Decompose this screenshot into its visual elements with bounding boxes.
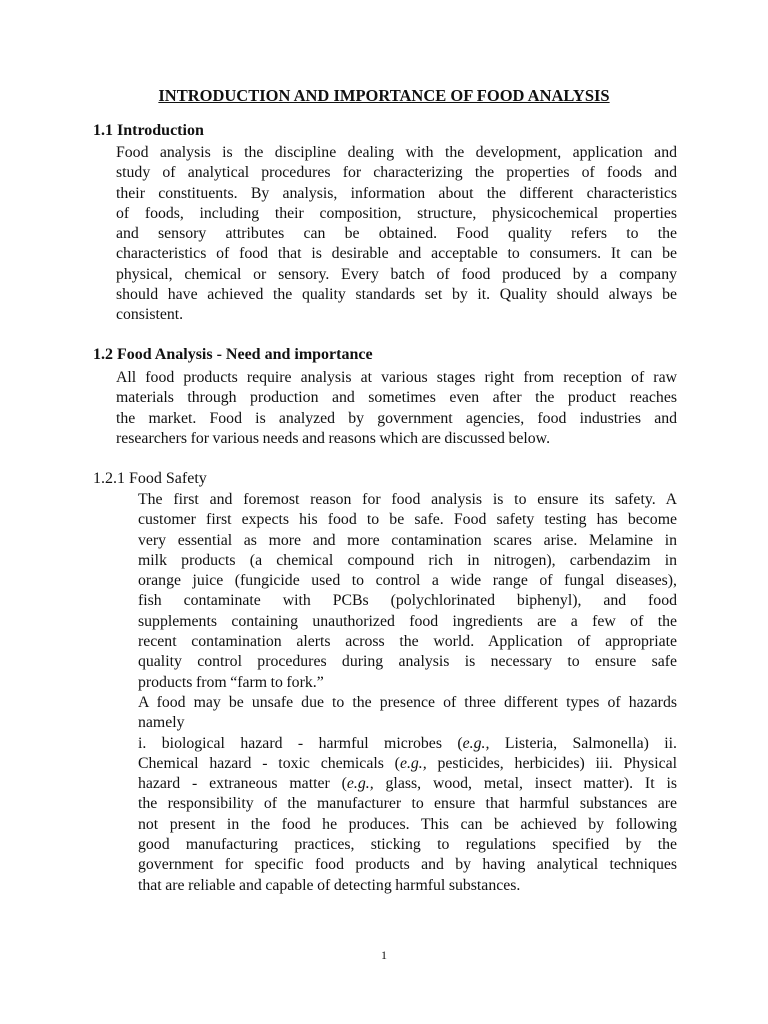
text-line: the market. Food is analyzed by government agencies, food industries and <box>116 409 677 427</box>
text-line: good manufacturing practices, sticking to regulations specified by the <box>138 836 677 854</box>
text-line: products from “farm to fork.” <box>138 673 324 691</box>
italic-eg: e.g., <box>462 734 490 752</box>
text-line: The first and foremost reason for food analysis is to ensure its safety. A <box>138 491 677 508</box>
hazard-line <box>138 754 677 774</box>
text-line: All food products require analysis at various stages right from reception of raw <box>116 369 677 386</box>
text-run: Chemical hazard - toxic chemicals ( <box>138 754 400 772</box>
text-run: hazard - extraneous matter ( <box>138 775 347 793</box>
text-line: should have achieved the quality standards set by it. Quality should always be <box>116 286 677 304</box>
text-line: recent contamination alerts across the world. Application of appropriate <box>138 633 677 651</box>
text-line: study of analytical procedures for characterizing the properties of foods and <box>116 164 677 182</box>
document-title: INTRODUCTION AND IMPORTANCE OF FOOD ANALYSIS <box>158 86 610 105</box>
text-run: Listeria, Salmonella) ii. <box>489 734 678 752</box>
text-line: A food may be unsafe due to the presence of three different types of hazards <box>138 693 677 711</box>
text-line: physical, chemical or sensory. Every batch of food produced by a company <box>116 265 677 283</box>
text-line: consistent. <box>116 306 184 324</box>
text-line: their constituents. By analysis, information about the different characteristics <box>116 184 677 202</box>
heading-introduction: 1.1 Introduction <box>93 122 204 139</box>
text-run: pesticides, herbicides) iii. Physical <box>426 754 677 772</box>
paragraph-food-safety <box>138 490 677 896</box>
text-line: materials through production and sometimes even after the product reaches <box>116 389 677 407</box>
heading-food-safety: 1.2.1 Food Safety <box>93 470 207 487</box>
italic-eg: e.g., <box>346 775 374 793</box>
text-line: fish contaminate with PCBs (polychlorinated biphenyl), and food <box>138 592 677 610</box>
text-line: government for specific food products and by having analytical techniques <box>138 856 677 874</box>
hazard-line <box>138 734 677 754</box>
heading-need-importance: 1.2 Food Analysis - Need and importance <box>93 346 373 363</box>
page-number: 1 <box>381 948 387 962</box>
text-line: orange juice (fungicide used to control a wide range of fungal diseases), <box>138 572 677 590</box>
text-line: not present in the food he produces. This can be achieved by following <box>138 815 677 833</box>
text-run: i. biological hazard - harmful microbes ( <box>138 734 463 752</box>
text-line: and sensory attributes can be obtained. Food quality refers to the <box>116 225 677 243</box>
text-line: namely <box>138 714 185 732</box>
italic-eg: e.g., <box>399 754 427 772</box>
text-line: very essential as more and more contamination scares arise. Melamine in <box>138 531 677 549</box>
text-line: characteristics of food that is desirable and acceptable to consumers. It can be <box>116 245 677 263</box>
paragraph-introduction <box>116 143 677 326</box>
text-line: milk products (a chemical compound rich in nitrogen), carbendazim in <box>138 551 677 569</box>
text-line: supplements containing unauthorized food ingredients are a few of the <box>138 612 677 630</box>
hazard-line <box>138 774 677 794</box>
text-line: researchers for various needs and reasons which are discussed below. <box>116 429 551 447</box>
paragraph-need-importance <box>116 368 677 449</box>
text-line: customer first expects his food to be safe. Food safety testing has become <box>138 511 677 529</box>
text-run: glass, wood, metal, insect matter). It is <box>373 775 677 793</box>
text-line: the responsibility of the manufacturer to ensure that harmful substances are <box>138 795 677 813</box>
text-line: quality control procedures during analysis is necessary to ensure safe <box>138 653 677 671</box>
text-line: of foods, including their composition, structure, physicochemical properties <box>116 204 677 222</box>
text-line: that are reliable and capable of detecting harmful substances. <box>138 876 521 894</box>
text-line: Food analysis is the discipline dealing with the development, application and <box>116 144 677 161</box>
